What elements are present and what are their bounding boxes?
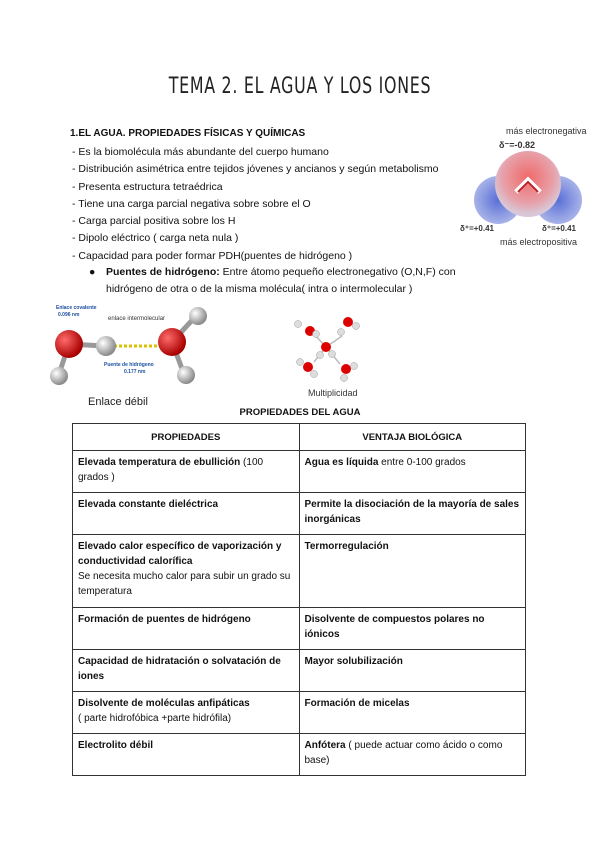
advantage-bold: Mayor solubilización — [304, 656, 403, 667]
list-item: - Distribución asimétrica entre tejidos jóvenes y ancianos y según metabolismo — [72, 163, 439, 176]
multiplicity-caption: Multiplicidad — [308, 388, 358, 398]
advantage-text: ( puede actuar como ácido o como base) — [304, 740, 503, 766]
dipole-figure — [462, 126, 594, 250]
advantage-cell — [299, 535, 526, 608]
list-item: - Tiene una carga parcial negativa sobre sobre el O — [72, 197, 311, 210]
electronegative-label: más electronegativa — [506, 126, 587, 136]
property-cell — [73, 608, 300, 650]
list-item: - Presenta estructura tetraédrica — [72, 180, 223, 193]
advantage-cell — [299, 650, 526, 692]
table-row — [73, 608, 526, 650]
property-cell — [73, 650, 300, 692]
properties-table — [72, 423, 526, 776]
table-row — [73, 493, 526, 535]
property-bold: Electrolito débil — [78, 740, 154, 751]
advantage-bold: Formación de micelas — [304, 698, 410, 709]
property-cell — [73, 734, 300, 776]
covalent-bond-label: Enlace covalente — [56, 305, 97, 311]
hydrogen-bond-subpoint — [89, 264, 494, 298]
advantage-bold: Permite la disociación de la mayoría de sales inorgánicas — [304, 499, 520, 525]
hydrogen-bond-figure — [44, 304, 224, 412]
advantage-bold: Anfótera — [304, 740, 346, 751]
table-row — [73, 451, 526, 493]
table-row — [73, 535, 526, 608]
property-cell — [73, 451, 300, 493]
subpoint-text: Entre átomo pequeño electronegativo (O,N,F) con hidrógeno de otra o de la misma molécula( intra o intermolecular ) — [106, 266, 456, 295]
list-item: - Es la biomolécula más abundante del cuerpo humano — [72, 146, 329, 158]
water-cluster-image — [286, 312, 366, 382]
advantage-cell — [299, 608, 526, 650]
table-header-row — [73, 424, 526, 451]
covalent-length-label: 0.096 nm — [58, 312, 80, 318]
delta-plus-right-label: δ⁺=+0.41 — [542, 224, 576, 233]
property-cell — [73, 692, 300, 734]
property-text: ( parte hidrofóbica +parte hidrófila) — [78, 713, 232, 724]
delta-minus-label: δ⁻=-0.82 — [499, 140, 535, 150]
table-title: PROPIEDADES DEL AGUA — [239, 407, 361, 418]
property-cell — [73, 493, 300, 535]
column-header-advantage: VENTAJA BIOLÓGICA — [299, 424, 526, 451]
list-item: - Dipolo eléctrico ( carga neta nula ) — [72, 232, 239, 245]
property-bold: Capacidad de hidratación o solvatación de iones — [78, 656, 281, 682]
advantage-cell — [299, 734, 526, 776]
property-bold: Formación de puentes de hidrógeno — [78, 614, 251, 625]
page-title: TEMA 2. EL AGUA Y LOS IONES — [168, 74, 432, 99]
list-item: - Carga parcial positiva sobre los H — [72, 215, 236, 228]
table-row — [73, 734, 526, 776]
property-bold: Elevada constante dieléctrica — [78, 499, 219, 510]
advantage-cell — [299, 692, 526, 734]
advantage-cell — [299, 451, 526, 493]
advantage-text: entre 0-100 grados — [378, 457, 466, 468]
hbond-length-label: 0.177 nm — [124, 369, 146, 375]
property-bold: Elevado calor específico de vaporización y conductividad calorífica — [78, 541, 282, 567]
property-bold: Elevada temperatura de ebullición — [78, 457, 241, 468]
subpoint-term: Puentes de hidrógeno: — [106, 266, 220, 278]
delta-plus-left-label: δ⁺=+0.41 — [460, 224, 494, 233]
property-bold: Disolvente de moléculas anfipáticas — [78, 698, 250, 709]
section-heading: 1.EL AGUA. PROPIEDADES FÍSICAS Y QUÍMICAS — [70, 128, 306, 139]
advantage-bold: Agua es líquida — [304, 457, 379, 468]
advantage-cell — [299, 493, 526, 535]
weak-bond-caption: Enlace débil — [88, 396, 148, 408]
table-row — [73, 650, 526, 692]
intermolecular-label: enlace intermolecular — [108, 316, 166, 322]
electropositive-label: más electropositiva — [500, 237, 578, 247]
advantage-bold: Termorregulación — [304, 541, 389, 552]
property-cell — [73, 535, 300, 608]
property-list — [72, 144, 439, 265]
property-text: Se necesita mucho calor para subir un grado su temperatura — [78, 571, 291, 597]
hbond-label: Puente de hidrógeno — [104, 362, 154, 368]
column-header-properties: PROPIEDADES — [73, 424, 300, 451]
water-cluster-figure — [286, 312, 376, 402]
property-text: (100 grados ) — [78, 457, 264, 483]
table-row — [73, 692, 526, 734]
bullet-dot-icon: ● — [89, 266, 96, 278]
advantage-bold: Disolvente de compuestos polares no iónicos — [304, 614, 485, 640]
list-item: - Capacidad para poder formar PDH(puentes de hidrógeno ) — [72, 249, 353, 262]
